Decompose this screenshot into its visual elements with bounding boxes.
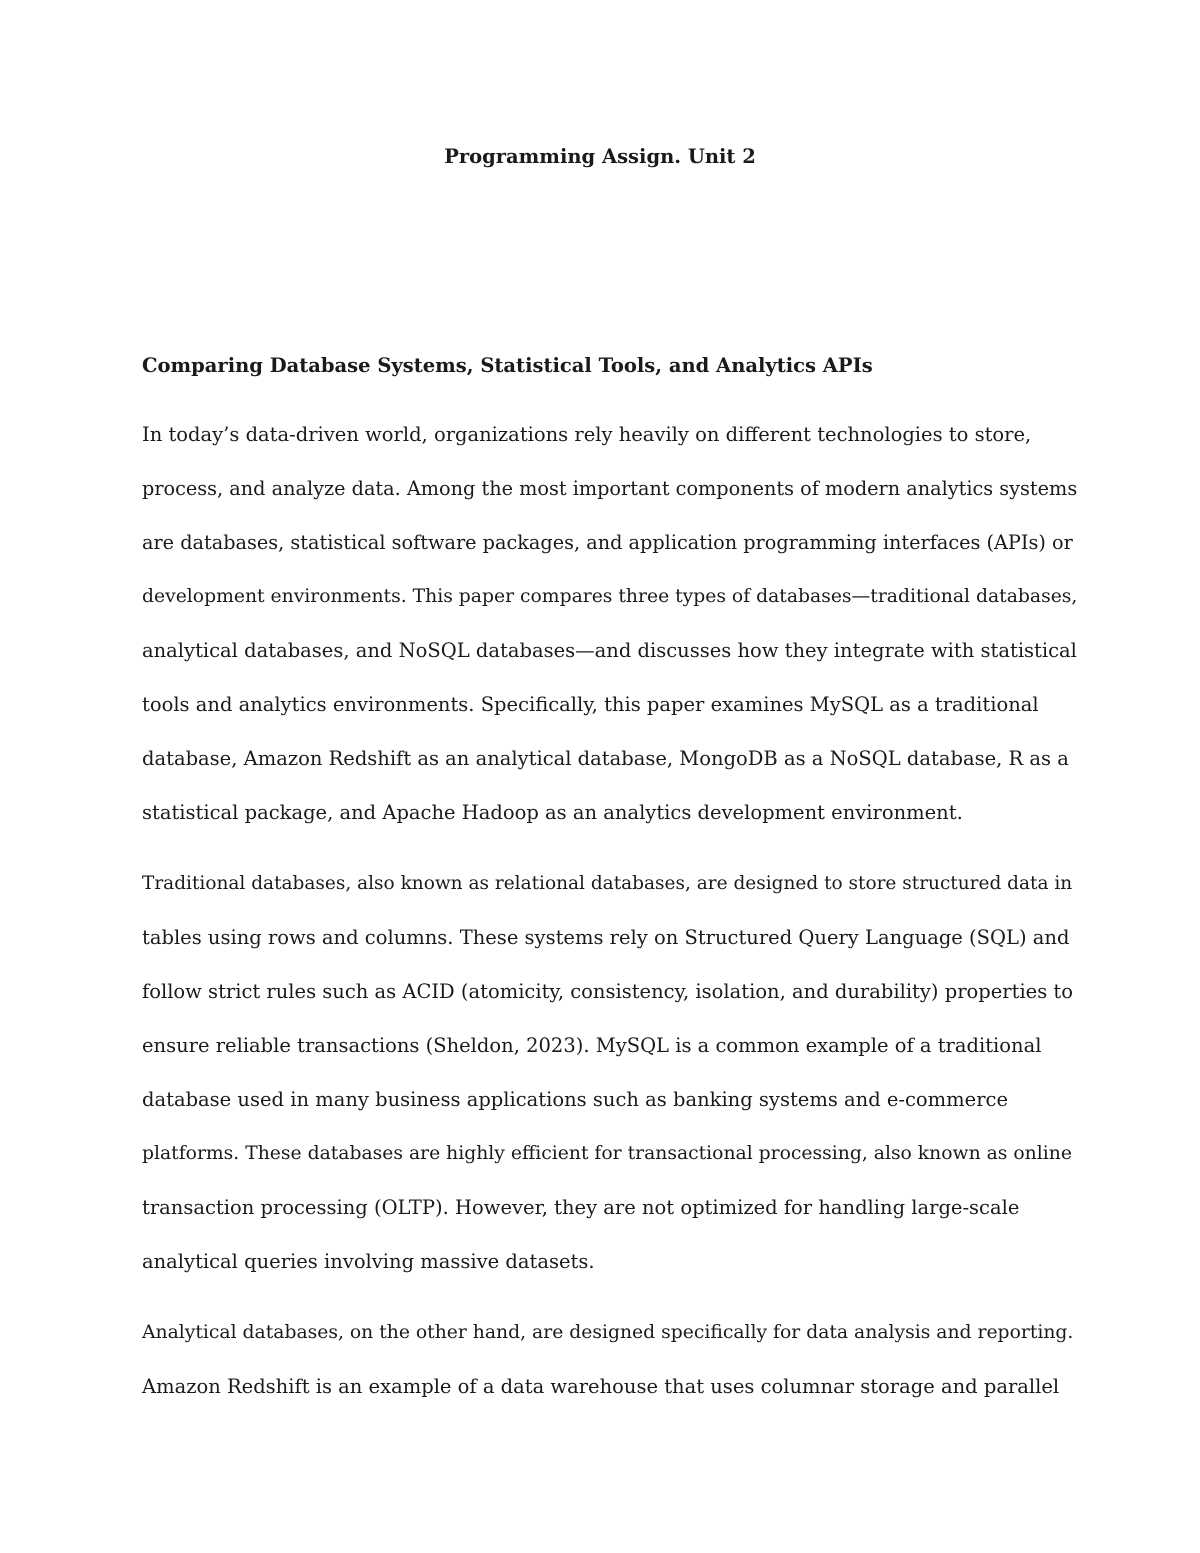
paragraph-line: database used in many business applications such as banking systems and e-commerce xyxy=(142,1088,1008,1111)
paragraph-line: are databases, statistical software packages, and application programming interfaces (APIs) or xyxy=(142,531,1073,554)
document-title: Programming Assign. Unit 2 xyxy=(444,145,756,168)
paragraph-line: In today’s data-driven world, organizations rely heavily on different technologies to store, xyxy=(142,423,1032,446)
paragraph-line: analytical databases, and NoSQL databases—and discusses how they integrate with statistical xyxy=(142,639,1077,662)
paragraph-line: ensure reliable transactions (Sheldon, 2023). MySQL is a common example of a traditional xyxy=(142,1034,1042,1057)
paragraph-line: tables using rows and columns. These systems rely on Structured Query Language (SQL) and xyxy=(142,926,1070,949)
paragraph-line: development environments. This paper compares three types of databases—traditional databases, xyxy=(142,586,1078,607)
paragraph-line: analytical queries involving massive datasets. xyxy=(142,1250,595,1273)
paragraph-introduction xyxy=(142,421,1082,853)
paragraph-traditional-databases xyxy=(142,870,1082,1302)
paragraph-line: Analytical databases, on the other hand, are designed specifically for data analysis and reporting. xyxy=(142,1322,1074,1343)
paragraph-line: tools and analytics environments. Specifically, this paper examines MySQL as a traditional xyxy=(142,693,1039,716)
paragraph-line: process, and analyze data. Among the most important components of modern analytics systems xyxy=(142,477,1078,500)
section-heading: Comparing Database Systems, Statistical Tools, and Analytics APIs xyxy=(142,354,873,377)
paragraph-line: Traditional databases, also known as relational databases, are designed to store structured data in xyxy=(142,873,1073,894)
paragraph-line: database, Amazon Redshift as an analytical database, MongoDB as a NoSQL database, R as a xyxy=(142,747,1069,770)
paragraph-analytical-databases xyxy=(142,1319,1082,1427)
paragraph-line: statistical package, and Apache Hadoop as an analytics development environment. xyxy=(142,801,963,824)
paragraph-line: follow strict rules such as ACID (atomicity, consistency, isolation, and durability) properties to xyxy=(142,980,1074,1003)
paragraph-line: transaction processing (OLTP). However, they are not optimized for handling large-scale xyxy=(142,1196,1020,1219)
paragraph-line: Amazon Redshift is an example of a data warehouse that uses columnar storage and parallel xyxy=(142,1375,1060,1398)
paragraph-line: platforms. These databases are highly efficient for transactional processing, also known as online xyxy=(142,1143,1072,1164)
